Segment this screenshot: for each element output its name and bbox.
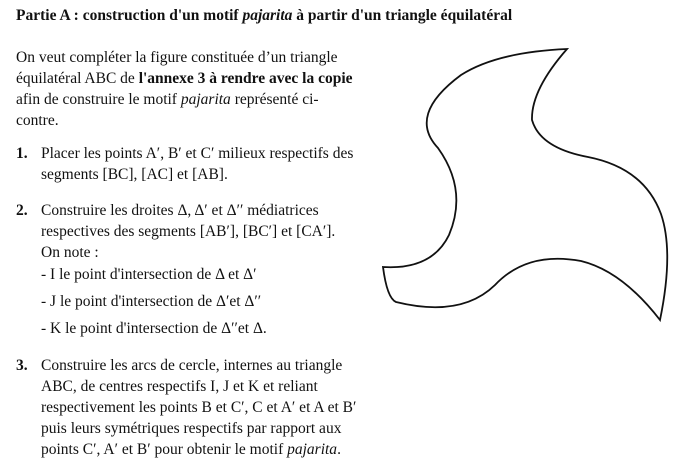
pajarita-outline: [383, 49, 667, 320]
section-title: Partie A : construction d'un motif pajarita à partir d'un triangle équilatéral: [16, 7, 513, 24]
intro-paragraph: On veut compléter la figure constituée d’un triangle équilatéral ABC de l'annexe 3 à rendre avec la copie afin de construire le motif pajarita représenté ci- contre.: [16, 49, 353, 129]
subitem-point-j: - J le point d'intersection de Δ′et Δ′′: [41, 293, 262, 310]
subitem-point-i: - I le point d'intersection de Δ et Δ′: [41, 266, 257, 283]
subitem-point-k: - K le point d'intersection de Δ′′et Δ.: [41, 320, 267, 337]
instruction-number: 2.: [16, 202, 28, 219]
instruction-number: 1.: [16, 145, 28, 162]
instruction-number: 3.: [16, 357, 28, 374]
